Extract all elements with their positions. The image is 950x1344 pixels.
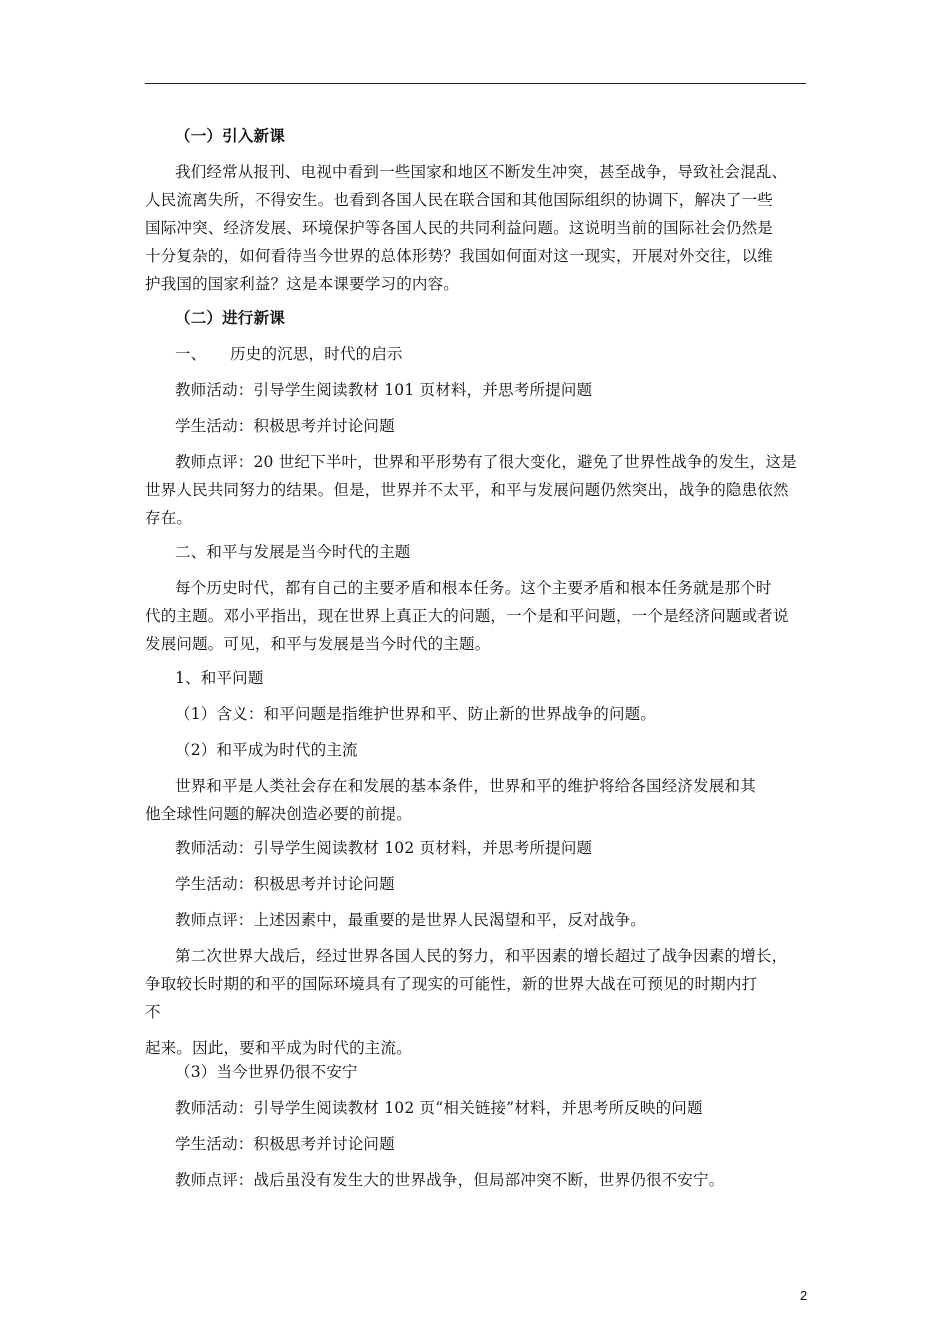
header-rule (145, 83, 806, 84)
paragraph-line: 教师点评：20 世纪下半叶，世界和平形势有了很大变化，避免了世界性战争的发生，这是 (175, 453, 797, 471)
paragraph-line: 国际冲突、经济发展、环境保护等各国人民的共同利益问题。这说明当前的国际社会仍然是 (145, 219, 774, 237)
paragraph-line: 教师活动：引导学生阅读教材 101 页材料，并思考所提问题 (175, 381, 593, 399)
paragraph-line: 教师活动：引导学生阅读教材 102 页材料，并思考所提问题 (175, 839, 593, 857)
paragraph-line: 发展问题。可见，和平与发展是当今时代的主题。 (145, 635, 491, 653)
paragraph-line: 争取较长时期的和平的国际环境具有了现实的可能性，新的世界大战在可预见的时期内打 (145, 975, 758, 993)
paragraph-line: 学生活动：积极思考并讨论问题 (175, 417, 395, 435)
paragraph-line: 学生活动：积极思考并讨论问题 (175, 875, 395, 893)
paragraph-line: 护我国的国家利益？这是本课要学习的内容。 (145, 275, 460, 293)
paragraph-line: 世界和平是人类社会存在和发展的基本条件，世界和平的维护将给各国经济发展和其 (175, 777, 756, 795)
section-heading: （一）引入新课 (175, 126, 285, 145)
paragraph-line: 代的主题。邓小平指出，现在世界上真正大的问题，一个是和平问题，一个是经济问题或者说 (145, 607, 789, 625)
paragraph-line: 不 (145, 1003, 161, 1021)
paragraph-line: 教师活动：引导学生阅读教材 102 页“相关链接”材料，并思考所反映的问题 (175, 1099, 703, 1117)
subheading: 一、 历史的沉思，时代的启示 (175, 345, 403, 363)
paragraph-line: 第二次世界大战后，经过世界各国人民的努力，和平因素的增长超过了战争因素的增长， (175, 947, 788, 965)
paragraph-line: 十分复杂的，如何看待当今世界的总体形势？我国如何面对这一现实，开展对外交往，以维 (145, 247, 774, 265)
subheading: 1、和平问题 (175, 669, 264, 687)
section-heading: （二）进行新课 (175, 308, 285, 327)
page-number: 2 (800, 1288, 808, 1303)
paragraph-line: 他全球性问题的解决创造必要的前提。 (145, 805, 412, 823)
paragraph-line: 学生活动：积极思考并讨论问题 (175, 1135, 395, 1153)
subheading: （2）和平成为时代的主流 (175, 741, 358, 759)
paragraph-line: 起来。因此，要和平成为时代的主流。 (145, 1039, 412, 1057)
paragraph-line: 存在。 (145, 509, 193, 527)
paragraph-line: 世界人民共同努力的结果。但是，世界并不太平，和平与发展问题仍然突出，战争的隐患依然 (145, 481, 789, 499)
subheading: （3）当今世界仍很不安宁 (175, 1063, 358, 1081)
paragraph-line: 教师点评：战后虽没有发生大的世界战争，但局部冲突不断，世界仍很不安宁。 (175, 1171, 725, 1189)
paragraph-line: （1）含义：和平问题是指维护世界和平、防止新的世界战争的问题。 (175, 705, 657, 723)
paragraph-line: 教师点评：上述因素中，最重要的是世界人民渴望和平，反对战争。 (175, 911, 647, 929)
paragraph-line: 我们经常从报刊、电视中看到一些国家和地区不断发生冲突，甚至战争，导致社会混乱、 (175, 163, 788, 181)
paragraph-line: 每个历史时代，都有自己的主要矛盾和根本任务。这个主要矛盾和根本任务就是那个时 (175, 579, 772, 597)
paragraph-line: 人民流离失所，不得安生。也看到各国人民在联合国和其他国际组织的协调下，解决了一些 (145, 191, 774, 209)
subheading: 二、和平与发展是当今时代的主题 (175, 543, 411, 561)
